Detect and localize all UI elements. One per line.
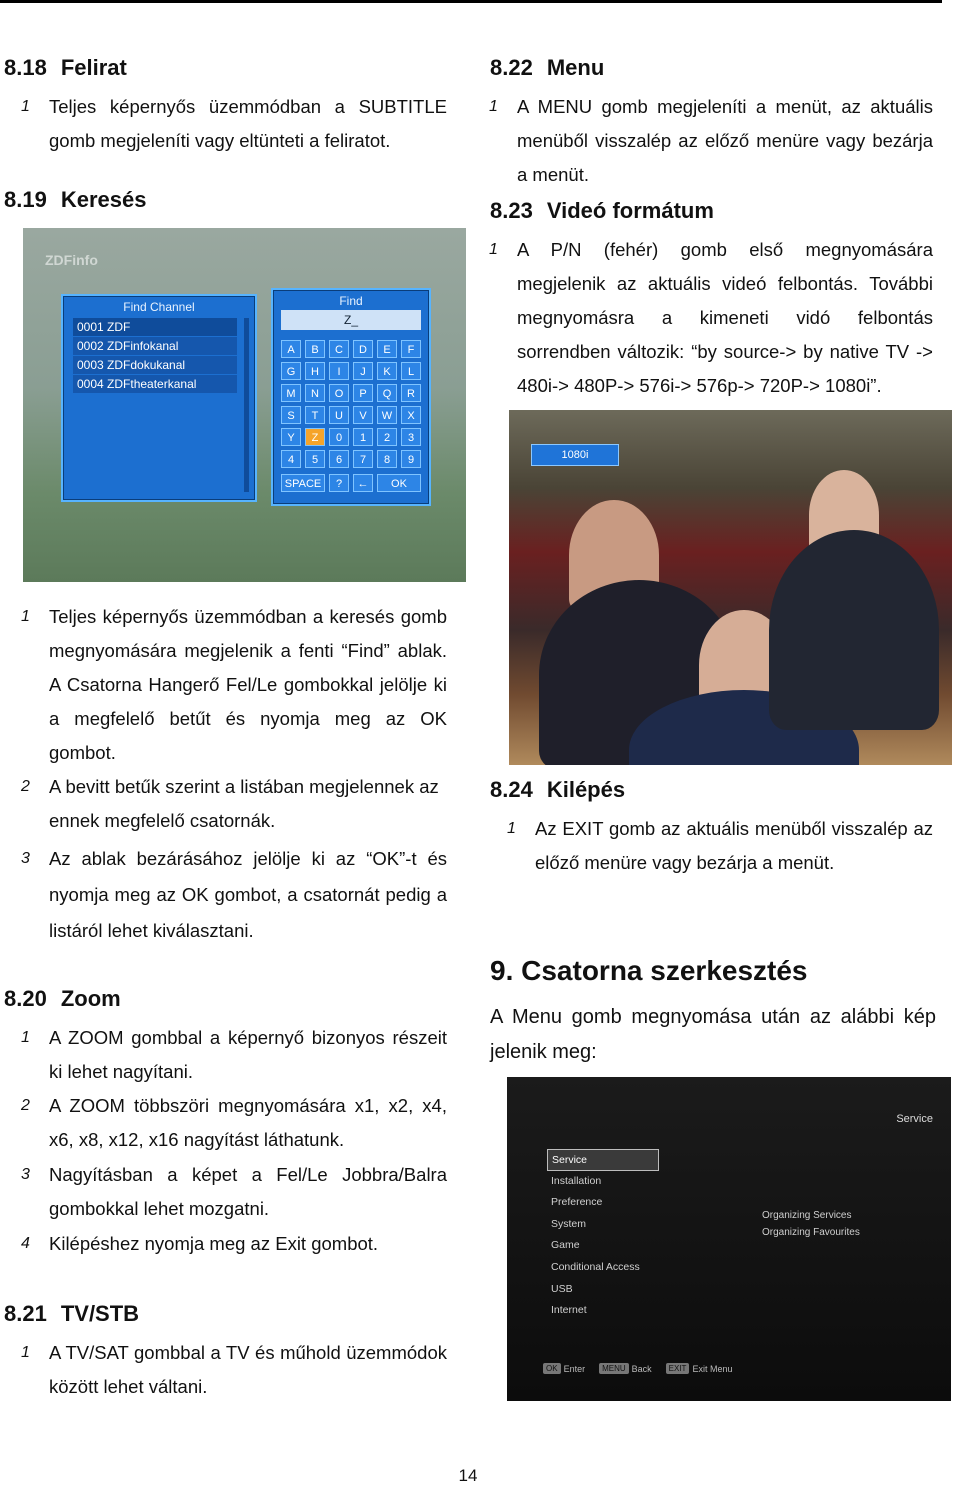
- keyboard-key[interactable]: 7: [353, 450, 373, 468]
- ok-key-icon: OK: [543, 1363, 561, 1374]
- resolution-screenshot: [509, 410, 952, 765]
- keyboard-key[interactable]: N: [305, 384, 325, 402]
- keyboard-key[interactable]: D: [353, 340, 373, 358]
- scrollbar[interactable]: [244, 318, 249, 492]
- keyboard-key[interactable]: A: [281, 340, 301, 358]
- menu-item-installation[interactable]: Installation: [551, 1174, 602, 1187]
- keyboard-key[interactable]: 1: [353, 428, 373, 446]
- menu-item-preference[interactable]: Preference: [551, 1196, 603, 1209]
- main-menu: [547, 1149, 659, 1322]
- keyboard-key[interactable]: H: [305, 362, 325, 380]
- list-item[interactable]: 0004 ZDFtheaterkanal: [73, 375, 237, 393]
- menu-key-icon: MENU: [599, 1363, 629, 1374]
- resolution-badge: 1080i: [531, 444, 619, 466]
- keyboard-grid: [281, 340, 421, 468]
- heading-8-21: 8.21 TV/STB: [4, 1301, 140, 1326]
- channel-logo: ZDFinfo: [45, 252, 98, 268]
- keyboard-key[interactable]: Y: [281, 428, 301, 446]
- keyboard-key[interactable]: W: [377, 406, 397, 424]
- heading-8-22: 8.22 Menu: [490, 55, 605, 80]
- list-item: 2 A bevitt betűk szerint a listában megjelennek az ennek megfelelő csatornák.: [21, 776, 439, 831]
- keyboard-key[interactable]: U: [329, 406, 349, 424]
- keyboard-key[interactable]: R: [401, 384, 421, 402]
- top-rule: [0, 0, 942, 3]
- exit-key-icon: EXIT: [666, 1363, 690, 1374]
- space-key[interactable]: SPACE: [281, 474, 325, 492]
- intro-text: A Menu gomb megnyomása után az alábbi kép jelenik meg:: [490, 1006, 936, 1063]
- find-keyboard-panel: Find Z_ A B C D E F G H I J K L M N O P Q R S T U V W X Y Z 0 1 2 3 4 5 6 7 8 9 SPACE ? ← OK: [271, 288, 431, 506]
- keyboard-key[interactable]: 4: [281, 450, 301, 468]
- list-item: 1 Az EXIT gomb az aktuális menüből visszalép az előző menüre vagy bezárja a menüt.: [507, 818, 933, 873]
- list-item: 1 Teljes képernyős üzemmódban a SUBTITLE gomb megjeleníti vagy eltünteti a feliratot.: [21, 96, 447, 151]
- keyboard-key[interactable]: 6: [329, 450, 349, 468]
- keyboard-key[interactable]: O: [329, 384, 349, 402]
- key-hints: [543, 1363, 732, 1374]
- heading-8-23: 8.23 Videó formátum: [490, 198, 714, 223]
- submenu-item[interactable]: Organizing Favourites: [762, 1227, 860, 1238]
- heading-8-24: 8.24 Kilépés: [490, 777, 626, 802]
- keyboard-key[interactable]: V: [353, 406, 373, 424]
- hint-exit: EXIT Exit Menu: [666, 1363, 733, 1374]
- keyboard-key[interactable]: 9: [401, 450, 421, 468]
- hint-back: MENU Back: [599, 1363, 652, 1374]
- list-item: 1 Teljes képernyős üzemmódban a keresés gomb megnyomására megjelenik a fenti “Find” ablak. A Csatorna Hangerő Fel/Le gombokkal jelölje ki a megfelelő betűt és nyomja meg az OK gombot.: [21, 606, 447, 763]
- keyboard-bottom-row: [281, 474, 421, 492]
- keyboard-key[interactable]: Z: [305, 428, 325, 446]
- keyboard-key[interactable]: T: [305, 406, 325, 424]
- list-item[interactable]: 0002 ZDFinfokanal: [73, 337, 237, 355]
- keyboard-key[interactable]: Q: [377, 384, 397, 402]
- list-item: 2 A ZOOM többszöri megnyomására x1, x2, x4, x6, x8, x12, x16 nagyítást láthatunk.: [21, 1095, 447, 1150]
- keyboard-key[interactable]: G: [281, 362, 301, 380]
- submenu: [762, 1207, 860, 1241]
- menu-item-game[interactable]: Game: [551, 1239, 580, 1252]
- list-item: 1 A TV/SAT gombbal a TV és műhold üzemmódok között lehet váltani.: [21, 1342, 447, 1397]
- keyboard-key[interactable]: 3: [401, 428, 421, 446]
- keyboard-key[interactable]: E: [377, 340, 397, 358]
- hint-enter: OK Enter: [543, 1363, 585, 1374]
- list-item: 3 Nagyításban a képet a Fel/Le Jobbra/Balra gombokkal lehet mozgatni.: [21, 1164, 447, 1219]
- keyboard-key[interactable]: J: [353, 362, 373, 380]
- list-item[interactable]: 0003 ZDFdokukanal: [73, 356, 237, 374]
- heading-8-18: [4, 55, 127, 81]
- section-number: 8.18: [4, 55, 47, 80]
- menu-item-service[interactable]: Service: [547, 1149, 659, 1171]
- submenu-item[interactable]: Organizing Services: [762, 1210, 852, 1221]
- heading-8-20: 8.20 Zoom: [4, 986, 121, 1011]
- service-menu-screenshot: [507, 1077, 951, 1401]
- section-title: Felirat: [60, 55, 127, 80]
- keyboard-key[interactable]: 0: [329, 428, 349, 446]
- list-item: 1 A P/N (fehér) gomb első megnyomására megjelenik az aktuális videó felbontás. További megnyomásra a kimeneti vidó felbontás sorrendben változik: “by source-> by native TV -> 480i-> 480P-> 576i-> 576p-> 720P-> 1080i”.: [489, 239, 933, 396]
- find-window-screenshot: [23, 228, 466, 582]
- keyboard-key[interactable]: 5: [305, 450, 325, 468]
- heading-8-19: 8.19 Keresés: [4, 187, 147, 212]
- list-item: 4 Kilépéshez nyomja meg az Exit gombot.: [21, 1233, 379, 1254]
- menu-item-usb[interactable]: USB: [551, 1282, 573, 1295]
- page-number: 14: [458, 1466, 478, 1485]
- find-input[interactable]: Z_: [281, 310, 421, 330]
- question-key[interactable]: ?: [329, 474, 349, 492]
- keyboard-key[interactable]: I: [329, 362, 349, 380]
- heading-9: 9. Csatorna szerkesztés: [490, 955, 808, 986]
- menu-item-conditional-access[interactable]: Conditional Access: [551, 1260, 640, 1273]
- menu-item-system[interactable]: System: [551, 1217, 587, 1230]
- menu-item-internet[interactable]: Internet: [551, 1304, 587, 1317]
- keyboard-key[interactable]: C: [329, 340, 349, 358]
- keyboard-key[interactable]: L: [401, 362, 421, 380]
- keyboard-key[interactable]: S: [281, 406, 301, 424]
- find-channel-panel: Find Channel 0001 ZDF 0002 ZDFinfokanal 0003 ZDFdokukanal 0004 ZDFtheaterkanal: [61, 294, 257, 502]
- list-item[interactable]: 0001 ZDF: [73, 318, 237, 336]
- keyboard-key[interactable]: F: [401, 340, 421, 358]
- keyboard-key[interactable]: P: [353, 384, 373, 402]
- keyboard-key[interactable]: X: [401, 406, 421, 424]
- list-item: 1 A ZOOM gombbal a képernyő bizonyos részeit ki lehet nagyítani.: [21, 1027, 447, 1082]
- person-figure: [769, 530, 939, 730]
- keyboard-key[interactable]: K: [377, 362, 397, 380]
- keyboard-key[interactable]: 2: [377, 428, 397, 446]
- list-item: 3 Az ablak bezárásához jelölje ki az “OK”-t és nyomja meg az OK gombot, a csatornát pedig a listáról lehet kiválasztani.: [21, 848, 447, 941]
- ok-key[interactable]: OK: [377, 474, 421, 492]
- keyboard-key[interactable]: M: [281, 384, 301, 402]
- channel-list: [73, 318, 237, 394]
- keyboard-key[interactable]: B: [305, 340, 325, 358]
- list-item: 1 A MENU gomb megjeleníti a menüt, az aktuális menüből visszalép az előző menüre vagy bezárja a menüt.: [489, 96, 933, 185]
- backspace-key[interactable]: ←: [353, 474, 373, 492]
- menu-title: Service: [896, 1113, 933, 1125]
- keyboard-key[interactable]: 8: [377, 450, 397, 468]
